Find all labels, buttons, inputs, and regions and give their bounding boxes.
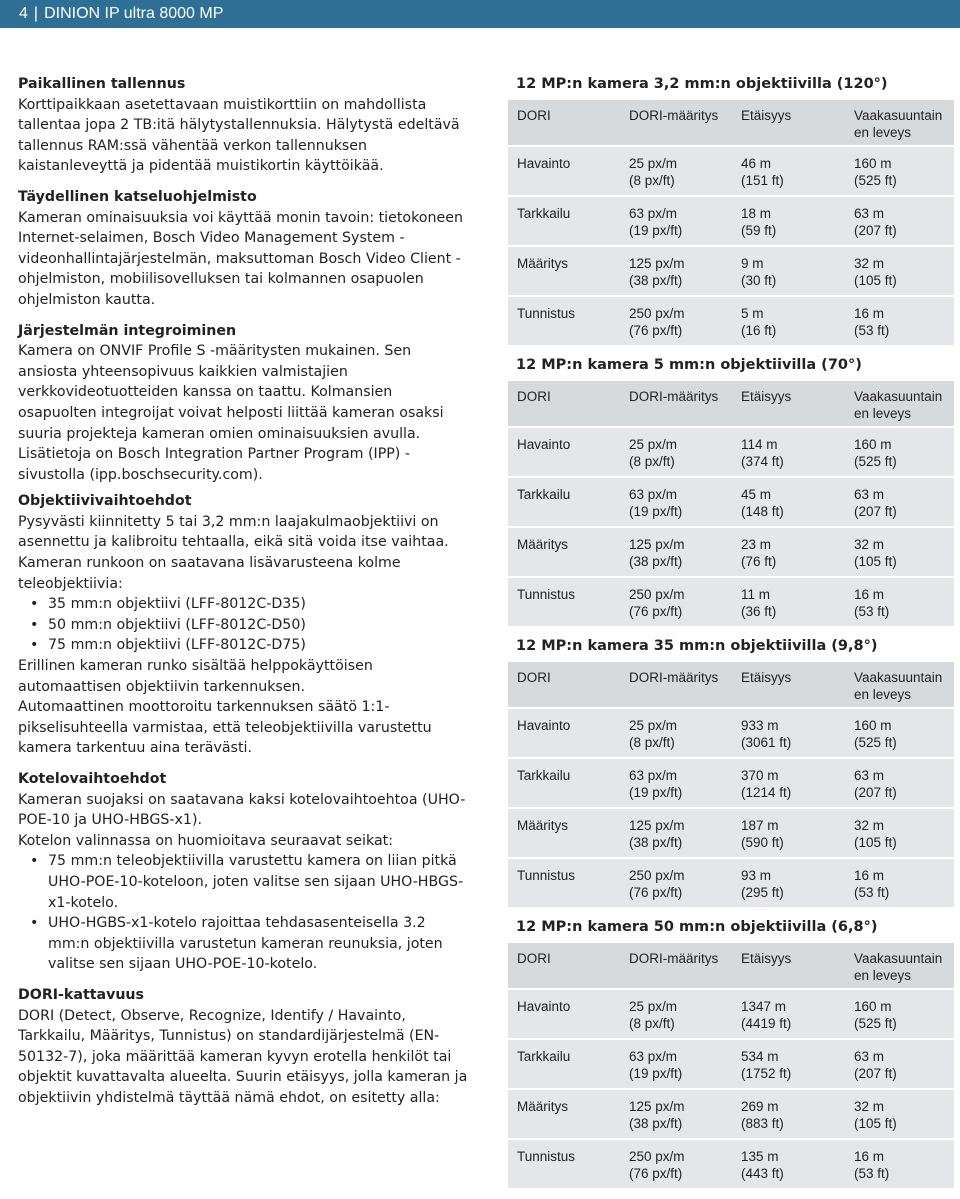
cell-distance: 5 m (16 ft) — [741, 306, 777, 338]
table-row — [508, 1090, 954, 1140]
cell-width: 160 m (525 ft) — [854, 437, 897, 469]
cell-distance: 114 m (374 ft) — [741, 437, 784, 469]
cell-width: 63 m (207 ft) — [854, 487, 897, 519]
page-header — [0, 0, 960, 28]
cell-distance: 9 m (30 ft) — [741, 256, 777, 288]
cell-dori: Määritys — [517, 1099, 569, 1114]
table-row — [508, 1140, 954, 1190]
table-row — [508, 147, 954, 197]
col-header-dori-spec: DORI-määritys — [629, 389, 719, 404]
right-column — [508, 74, 954, 1190]
list-item: • 35 mm:n objektiivi (LFF-8012C-D35) — [48, 594, 468, 615]
cell-dori: Havainto — [517, 999, 571, 1014]
cell-px: 63 px/m (19 px/ft) — [629, 206, 683, 238]
table-row — [508, 528, 954, 578]
cell-width: 32 m (105 ft) — [854, 537, 897, 569]
cell-px: 250 px/m (76 px/ft) — [629, 868, 685, 900]
cell-dori: Määritys — [517, 256, 569, 271]
cell-distance: 1347 m (4419 ft) — [741, 999, 792, 1031]
cell-width: 32 m (105 ft) — [854, 1099, 897, 1131]
cell-distance: 46 m (151 ft) — [741, 156, 784, 188]
cell-px: 63 px/m (19 px/ft) — [629, 768, 683, 800]
cell-dori: Tunnistus — [517, 1149, 576, 1164]
cell-dori: Määritys — [517, 818, 569, 833]
cell-dori: Havainto — [517, 156, 571, 171]
col-header-width: Vaakasuuntain en leveys — [854, 670, 943, 702]
dori-table-3-2mm — [508, 74, 954, 347]
cell-px: 25 px/m (8 px/ft) — [629, 999, 678, 1031]
housing-text-1: Kameran suojaksi on saatavana kaksi kotelovaihtoehtoa (UHO-POE-10 ja UHO-HBGS-x1). — [18, 791, 466, 829]
col-header-dori-spec: DORI-määritys — [629, 670, 719, 685]
cell-px: 250 px/m (76 px/ft) — [629, 1149, 685, 1181]
table-row — [508, 247, 954, 297]
table-row — [508, 709, 954, 759]
cell-dori: Tarkkailu — [517, 768, 571, 783]
dori-table-5mm — [508, 355, 954, 628]
cell-width: 63 m (207 ft) — [854, 1049, 897, 1081]
cell-px: 125 px/m (38 px/ft) — [629, 537, 685, 569]
col-header-width: Vaakasuuntain en leveys — [854, 108, 943, 140]
left-column — [18, 74, 468, 1109]
dori-text: DORI (Detect, Observe, Recognize, Identify / Havainto, Tarkkailu, Määritys, Tunnistus) on standardijärjestelmä (EN-50132-7), joka määrittää kameran kyvyn erotella henkilöt tai objektit kuvattavalta alueelta. Suurin etäisyys, jolla kameran ja objektiivin yhdistelmä täyttää nämä ehdot, on esitetty alla: — [18, 1007, 468, 1106]
cell-width: 63 m (207 ft) — [854, 768, 897, 800]
housing-list — [18, 851, 468, 975]
table-row — [508, 197, 954, 247]
table-title: 12 MP:n kamera 5 mm:n objektiivilla (70°) — [516, 357, 862, 373]
col-header-width: Vaakasuuntain en leveys — [854, 951, 943, 983]
cell-width: 160 m (525 ft) — [854, 156, 897, 188]
table-header-row — [508, 662, 954, 709]
cell-px: 63 px/m (19 px/ft) — [629, 1049, 683, 1081]
cell-distance: 45 m (148 ft) — [741, 487, 784, 519]
cell-width: 16 m (53 ft) — [854, 868, 890, 900]
cell-px: 25 px/m (8 px/ft) — [629, 156, 678, 188]
local-storage-text: Korttipaikkaan asetettavaan muistikorttiin on mahdollista tallentaa jopa 2 TB:itä hälytystallennuksia. Hälytystä edeltävä tallennus RAM:ssä vähentää verkon tallennuksen kaistanleveyttä ja pidentää muistikortin käyttöikää. — [18, 96, 460, 175]
col-header-width: Vaakasuuntain en leveys — [854, 389, 943, 421]
cell-distance: 23 m (76 ft) — [741, 537, 777, 569]
table-row — [508, 428, 954, 478]
table-title: 12 MP:n kamera 35 mm:n objektiivilla (9,8°) — [516, 638, 878, 654]
list-item: • 50 mm:n objektiivi (LFF-8012C-D50) — [48, 615, 468, 636]
table-row — [508, 478, 954, 528]
cell-width: 32 m (105 ft) — [854, 818, 897, 850]
cell-distance: 135 m (443 ft) — [741, 1149, 784, 1181]
cell-dori: Tunnistus — [517, 587, 576, 602]
table-header-row — [508, 100, 954, 147]
dori-table-35mm — [508, 636, 954, 909]
table-row — [508, 990, 954, 1040]
cell-dori: Määritys — [517, 537, 569, 552]
cell-px: 250 px/m (76 px/ft) — [629, 306, 685, 338]
table-row — [508, 809, 954, 859]
housing-title: Kotelovaihtoehdot — [18, 771, 167, 787]
cell-width: 160 m (525 ft) — [854, 718, 897, 750]
cell-distance: 11 m (36 ft) — [741, 587, 777, 619]
table-header-row — [508, 943, 954, 990]
cell-width: 16 m (53 ft) — [854, 306, 890, 338]
software-title: Täydellinen katseluohjelmisto — [18, 188, 257, 205]
table-row — [508, 859, 954, 909]
lens-text-1: Pysyvästi kiinnitetty 5 tai 3,2 mm:n laajakulmaobjektiivi on asennettu ja kalibroitu tehtaalla, eikä sitä voida itse vaihtaa. — [18, 513, 449, 551]
local-storage-title: Paikallinen tallennus — [18, 76, 186, 92]
table-row — [508, 759, 954, 809]
integration-text: Kamera on ONVIF Profile S -määritysten mukainen. Sen ansiosta yhteensopivuus kaikkien valmistajien verkkovideotuotteiden kanssa on taattu. Kolmansien osapuolten integroijat voivat helposti liittää kameran osaksi suuria projekteja kameran omien ominaisuuksien avulla. Lisätietoja on Bosch Integration Partner Program (IPP) -sivustolla (ipp.boschsecurity.com). — [18, 343, 444, 483]
product-name: DINION IP ultra 8000 MP — [44, 5, 224, 22]
cell-dori: Tarkkailu — [517, 487, 571, 502]
cell-px: 125 px/m (38 px/ft) — [629, 1099, 685, 1131]
cell-dori: Havainto — [517, 718, 571, 733]
cell-distance: 370 m (1214 ft) — [741, 768, 792, 800]
table-row — [508, 297, 954, 347]
cell-distance: 187 m (590 ft) — [741, 818, 784, 850]
cell-dori: Havainto — [517, 437, 571, 452]
cell-px: 63 px/m (19 px/ft) — [629, 487, 683, 519]
dori-table-50mm — [508, 917, 954, 1190]
lens-list — [18, 594, 468, 656]
integration-title: Järjestelmän integroiminen — [18, 322, 237, 339]
software-text: Kameran ominaisuuksia voi käyttää monin tavoin: tietokoneen Internet-selaimen, Bosch Video Management System -videonhallintajärjestelmän, maksuttoman Bosch Video Client -ohjelmiston, mobiilisovelluksen tai kolmannen osapuolen ohjelmiston kautta. — [18, 209, 463, 308]
col-header-distance: Etäisyys — [741, 670, 792, 685]
lens-title: Objektiivivaihtoehdot — [18, 493, 192, 510]
list-item: • 75 mm:n objektiivi (LFF-8012C-D75) — [48, 635, 468, 656]
cell-distance: 18 m (59 ft) — [741, 206, 777, 238]
list-item: • 75 mm:n teleobjektiivilla varustettu kamera on liian pitkä UHO-POE-10-koteloon, joten valitse sen sijaan UHO-HBGS-x1-kotelo. — [48, 851, 468, 913]
cell-distance: 933 m (3061 ft) — [741, 718, 792, 750]
cell-px: 25 px/m (8 px/ft) — [629, 718, 678, 750]
cell-dori: Tarkkailu — [517, 1049, 571, 1064]
cell-width: 160 m (525 ft) — [854, 999, 897, 1031]
cell-width: 16 m (53 ft) — [854, 587, 890, 619]
col-header-dori-spec: DORI-määritys — [629, 951, 719, 966]
dori-title: DORI-kattavuus — [18, 986, 144, 1003]
col-header-dori: DORI — [517, 951, 551, 966]
cell-width: 32 m (105 ft) — [854, 256, 897, 288]
page-number: 4 — [19, 5, 28, 22]
table-row — [508, 1040, 954, 1090]
cell-width: 16 m (53 ft) — [854, 1149, 890, 1181]
col-header-distance: Etäisyys — [741, 951, 792, 966]
table-title: 12 MP:n kamera 50 mm:n objektiivilla (6,8°) — [516, 919, 878, 935]
col-header-dori: DORI — [517, 108, 551, 123]
lens-text-3: Erillinen kameran runko sisältää helppokäyttöisen automaattisen objektiivin tarkennuksen. — [18, 658, 373, 695]
cell-px: 125 px/m (38 px/ft) — [629, 256, 685, 288]
cell-dori: Tarkkailu — [517, 206, 571, 221]
col-header-distance: Etäisyys — [741, 108, 792, 123]
cell-dori: Tunnistus — [517, 306, 576, 321]
cell-distance: 269 m (883 ft) — [741, 1099, 784, 1131]
cell-distance: 93 m (295 ft) — [741, 868, 784, 900]
cell-px: 250 px/m (76 px/ft) — [629, 587, 685, 619]
cell-width: 63 m (207 ft) — [854, 206, 897, 238]
cell-px: 125 px/m (38 px/ft) — [629, 818, 685, 850]
table-title: 12 MP:n kamera 3,2 mm:n objektiivilla (120°) — [516, 76, 888, 92]
lens-text-2: Kameran runkoon on saatavana lisävarusteena kolme teleobjektiivia: — [18, 555, 401, 592]
col-header-dori-spec: DORI-määritys — [629, 108, 719, 123]
cell-px: 25 px/m (8 px/ft) — [629, 437, 678, 469]
housing-text-2: Kotelon valinnassa on huomioitava seuraavat seikat: — [18, 832, 393, 849]
lens-text-4: Automaattinen moottoroitu tarkennuksen säätö 1:1-pikselisuhteella varmistaa, että teleobjektiivilla varustettu kamera tarkentuu aina terävästi. — [18, 699, 432, 757]
header-separator: | — [33, 5, 39, 22]
cell-distance: 534 m (1752 ft) — [741, 1049, 792, 1081]
col-header-distance: Etäisyys — [741, 389, 792, 404]
table-row — [508, 578, 954, 628]
cell-dori: Tunnistus — [517, 868, 576, 883]
col-header-dori: DORI — [517, 670, 551, 685]
col-header-dori: DORI — [517, 389, 551, 404]
list-item: • UHO-HGBS-x1-kotelo rajoittaa tehdasasenteisella 3.2 mm:n objektiivilla varustetun kameran reunuksia, joten valitse sen sijaan UHO-POE-10-kotelo. — [48, 913, 468, 975]
table-header-row — [508, 381, 954, 428]
